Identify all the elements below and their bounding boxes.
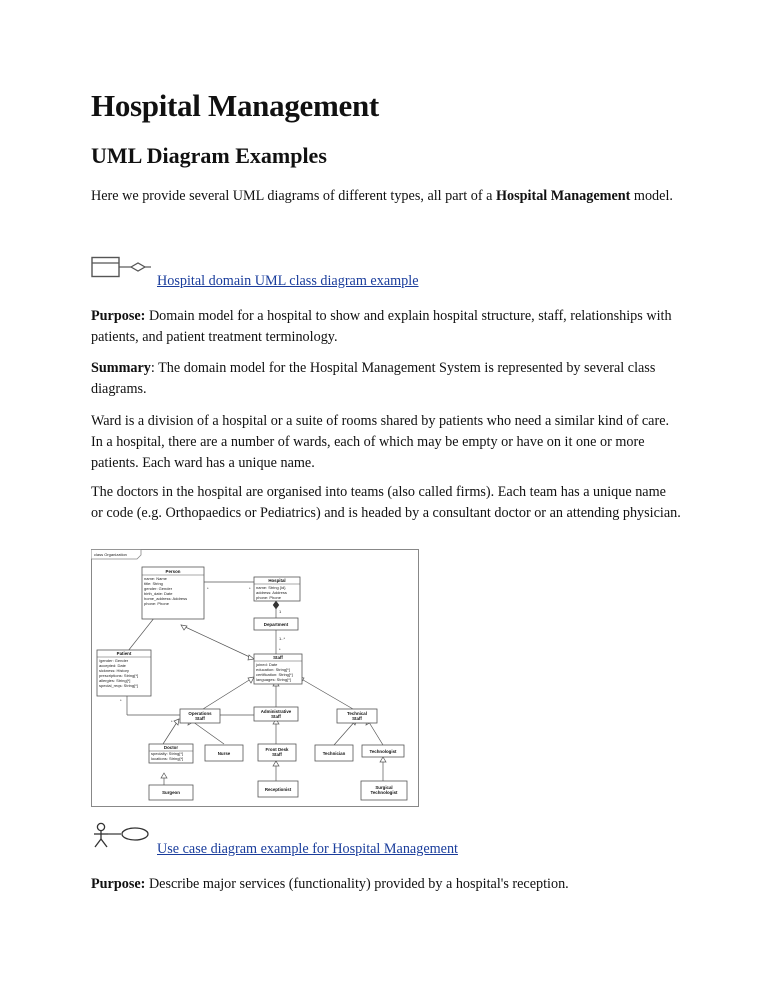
class-attribute: locations: String[*] xyxy=(151,756,184,761)
class-attribute: /gender: Gender xyxy=(99,658,129,663)
uml-class-diagram xyxy=(91,549,419,807)
class-attribute: address: Address xyxy=(256,590,287,595)
class-diagram-link[interactable]: Hospital domain UML class diagram example xyxy=(157,273,419,289)
class-attribute: accepted: Date xyxy=(99,663,126,668)
class-name: Administrative Staff xyxy=(260,709,292,719)
purpose-paragraph: Purpose: Domain model for a hospital to show and explain hospital structure, staff, relationships with patients, and patient treatment terminology. xyxy=(91,308,672,345)
intro-paragraph: Here we provide several UML diagrams of different types, all part of a Hospital Management model. xyxy=(91,188,673,204)
multiplicity-label: * xyxy=(279,647,281,652)
class-staff xyxy=(254,654,302,684)
class-attribute: title: String xyxy=(144,581,163,586)
class-department xyxy=(254,618,298,630)
doctors-paragraph: The doctors in the hospital are organised into teams (also called firms). Each team has a unique name or code (e.g. Orthopaedics or Pediatrics) and is headed by a consultant doctor or an attending physician. xyxy=(91,484,681,521)
class-attribute: special_reqs: String[*] xyxy=(99,683,138,688)
class-attribute: education: String[*] xyxy=(256,667,290,672)
multiplicity-label: * xyxy=(249,586,251,591)
svg-text:Nurse: Nurse xyxy=(217,751,231,756)
class-patient xyxy=(97,650,151,696)
class-attribute: specialty: String[*] xyxy=(151,751,184,756)
use-case-icon xyxy=(91,822,151,852)
page-title: Hospital Management xyxy=(91,88,379,123)
class-attribute: name: Name xyxy=(144,576,167,581)
class-surgical-technologist xyxy=(361,781,407,800)
summary-paragraph: Summary: The domain model for the Hospital Management System is represented by several class diagrams. xyxy=(91,360,656,397)
class-name: Front Desk Staff xyxy=(265,747,289,757)
multiplicity-label: 1 xyxy=(279,609,282,614)
class-technical-staff xyxy=(337,709,377,723)
class-technologist xyxy=(362,745,404,757)
multiplicity-label: * xyxy=(171,719,173,724)
multiplicity-label: * xyxy=(120,698,122,703)
class-diagram-icon xyxy=(91,256,153,278)
class-doctor xyxy=(149,744,193,763)
class-administrative-staff xyxy=(254,707,298,721)
class-attribute: joined: Date xyxy=(256,662,278,667)
class-nurse xyxy=(205,745,243,761)
class-attribute: gender: Gender xyxy=(144,586,173,591)
class-name: Operations Staff xyxy=(188,711,212,721)
class-attribute: birth_date: Date xyxy=(144,591,173,596)
class-surgeon xyxy=(149,785,193,800)
class-technician xyxy=(315,745,353,761)
class-attribute: allergies: String[*] xyxy=(99,678,131,683)
svg-text:Surgeon: Surgeon xyxy=(162,790,180,795)
svg-text:Doctor: Doctor xyxy=(163,745,179,750)
svg-text:Patient: Patient xyxy=(116,651,132,656)
svg-text:Technologist: Technologist xyxy=(369,749,397,754)
class-attribute: phone: Phone xyxy=(256,595,281,600)
class-receptionist xyxy=(258,781,298,797)
use-case-diagram-link[interactable]: Use case diagram example for Hospital Management xyxy=(157,841,458,857)
class-name: Technical Staff xyxy=(347,711,367,721)
ward-paragraph: Ward is a division of a hospital or a suite of rooms shared by patients who need a similar kind of care. In a hospital, there are a number of wards, each of which may be empty or have on it one or more patients. Each ward has a unique name. xyxy=(91,413,670,471)
class-attribute: certification: String[*] xyxy=(256,672,293,677)
class-attribute: languages: String[*] xyxy=(256,677,291,682)
svg-text:Technician: Technician xyxy=(322,751,346,756)
class-attribute: home_address: Address xyxy=(144,596,188,601)
class-name: Surgical Technologist xyxy=(370,785,398,795)
class-attribute: phone: Phone xyxy=(144,601,169,606)
class-front-desk-staff xyxy=(258,744,296,761)
class-person xyxy=(142,567,204,619)
class-operations-staff xyxy=(180,709,220,723)
class-hospital xyxy=(254,577,300,601)
multiplicity-label: * xyxy=(207,586,209,591)
svg-text:Hospital: Hospital xyxy=(268,578,286,583)
purpose-paragraph: Purpose: Describe major services (functionality) provided by a hospital's reception. xyxy=(91,876,569,892)
svg-text:Person: Person xyxy=(165,569,181,574)
multiplicity-label: 1..* xyxy=(279,636,286,641)
class-attribute: sickness: History xyxy=(99,668,130,673)
section-title: UML Diagram Examples xyxy=(91,143,327,168)
svg-text:Department: Department xyxy=(263,622,289,627)
class-attribute: name: String {id} xyxy=(256,585,286,590)
svg-text:Staff: Staff xyxy=(273,655,283,660)
class-attribute: prescriptions: String[*] xyxy=(99,673,139,678)
frame-label: class Organization xyxy=(94,552,127,557)
svg-text:Receptionist: Receptionist xyxy=(264,787,292,792)
